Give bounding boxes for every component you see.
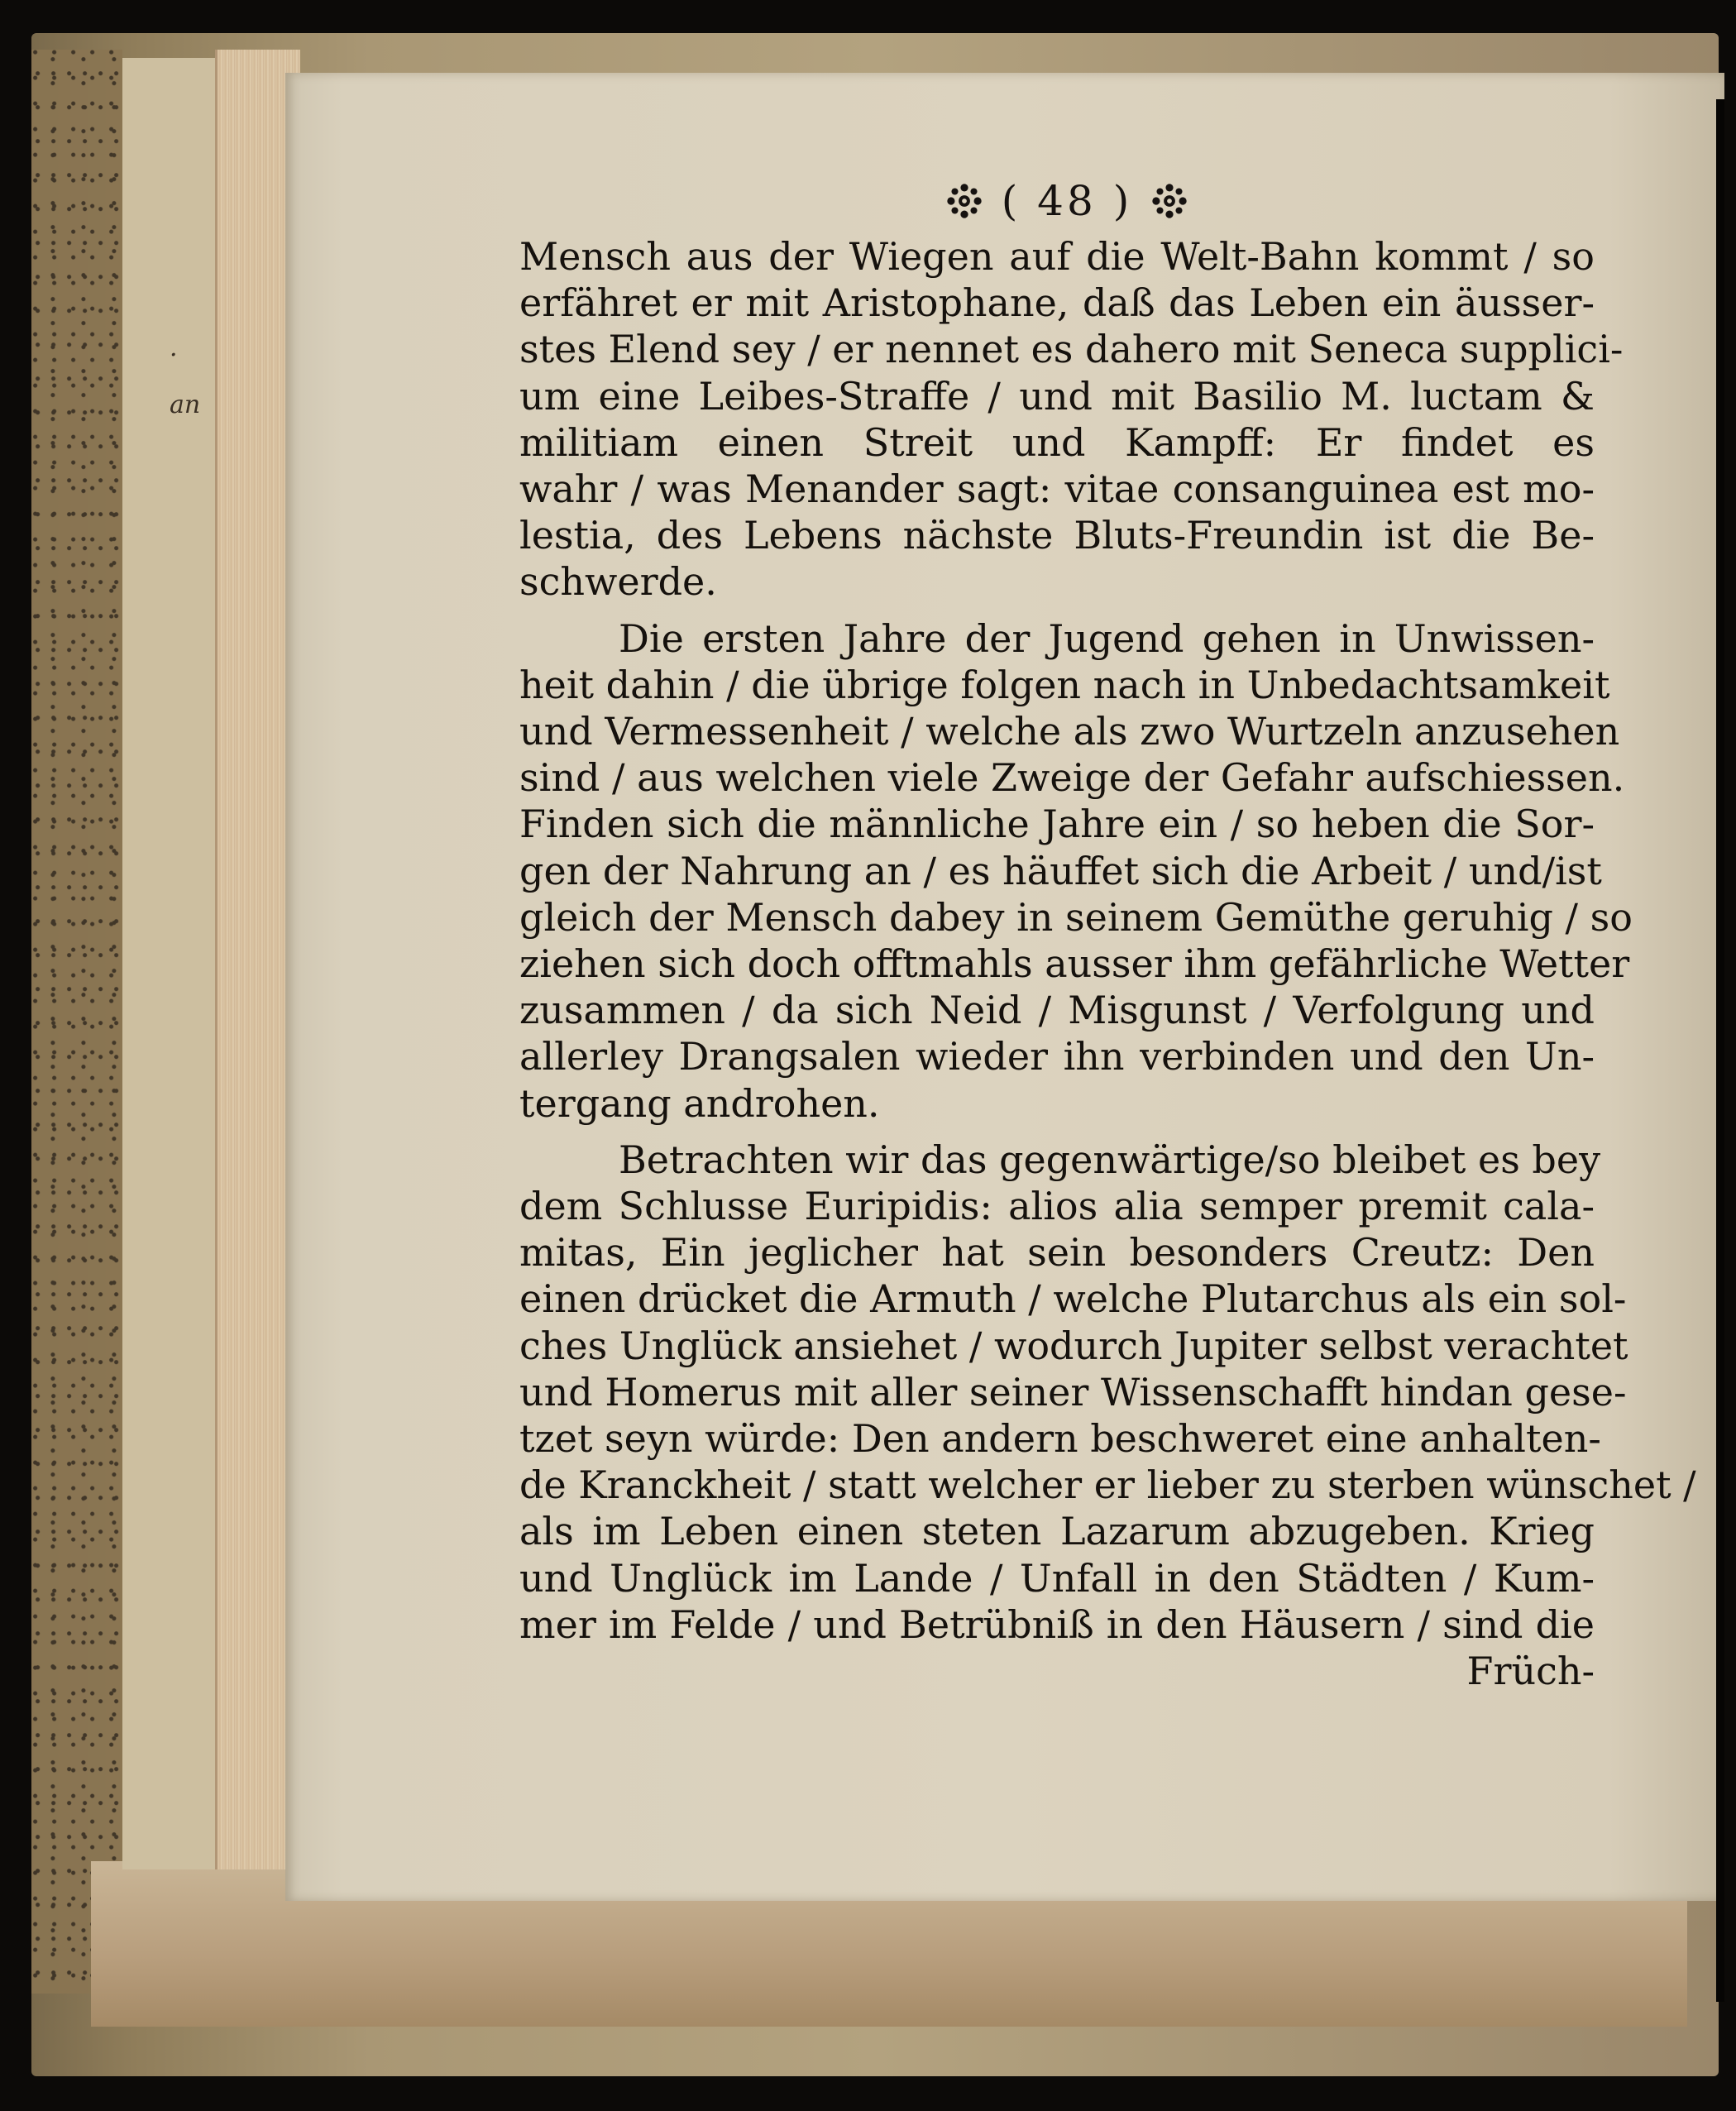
text-line: militiam einen Streit und Kampff: Er findet es: [519, 419, 1595, 465]
text-line: tzet seyn würde: Den andern beschweret eine anhalten-: [519, 1416, 1601, 1462]
margin-note-line: ·: [170, 341, 178, 370]
text-line: als im Leben einen steten Lazarum abzugeben. Krieg: [519, 1509, 1595, 1554]
paragraph-2: [519, 615, 1633, 1127]
text-line: stes Elend sey / er nennet es dahero mit Seneca supplici-: [519, 327, 1624, 372]
text-line: tergang androhen.: [519, 1080, 880, 1126]
text-line: Betrachten wir das gegenwärtige/so bleibet es bey: [619, 1137, 1601, 1182]
page-number: ( 48 ): [1001, 177, 1133, 225]
text-line: schwerde.: [519, 559, 717, 605]
text-line: mitas, Ein jeglicher hat sein besonders Creutz: Den: [519, 1230, 1595, 1276]
margin-note-line: an: [170, 390, 201, 419]
marbled-board-edge: [31, 50, 122, 1994]
text-line: ches Unglück ansiehet / wodurch Jupiter selbst verachtet: [519, 1323, 1628, 1368]
text-line: gleich der Mensch dabey in seinem Gemüthe geruhig / so: [519, 894, 1633, 940]
catchword: Früch-: [1466, 1649, 1595, 1694]
scan-border: [1716, 99, 1724, 2002]
page-header: [901, 172, 1232, 230]
text-line: dem Schlusse Euripidis: alios alia semper premit cala-: [519, 1184, 1595, 1229]
text-line: Mensch aus der Wiegen auf die Welt-Bahn kommt / so: [519, 234, 1595, 279]
text-line: und Homerus mit aller seiner Wissenschafft hindan gese-: [519, 1369, 1627, 1415]
text-line: und Unglück im Lande / Unfall in den Städten / Kum-: [519, 1555, 1595, 1601]
text-line: lestia, des Lebens nächste Bluts-Freundin ist die Be-: [519, 513, 1595, 558]
text-line: einen drücket die Armuth / welche Plutarchus als ein sol-: [519, 1276, 1627, 1322]
page-text: [519, 233, 1696, 1694]
flower-ornament-icon: [945, 182, 983, 220]
text-line: heit dahin / die übrige folgen nach in Unbedachtsamkeit: [519, 662, 1610, 707]
text-line: gen der Nahrung an / es häuffet sich die Arbeit / und/ist: [519, 848, 1602, 893]
text-line: zusammen / da sich Neid / Misgunst / Verfolgung und: [519, 988, 1595, 1033]
text-line: Finden sich die männliche Jahre ein / so heben die Sor-: [519, 802, 1595, 847]
text-line: und Vermessenheit / welche als zwo Wurtzeln anzusehen: [519, 709, 1620, 754]
paragraph-3: [519, 1137, 1696, 1648]
paragraph-1: [519, 233, 1624, 606]
text-line: erfähret er mit Aristophane, daß das Leben ein äusser-: [519, 280, 1595, 326]
text-line: mer im Felde / und Betrübniß in den Häusern / sind die: [519, 1601, 1595, 1647]
text-line: wahr / was Menander sagt: vitae consanguinea est mo-: [519, 467, 1595, 512]
flower-ornament-icon: [1150, 182, 1188, 220]
text-line: um eine Leibes-Straffe / und mit Basilio M. luctam &: [519, 373, 1595, 419]
text-line: ziehen sich doch offtmahls ausser ihm gefährliche Wetter: [519, 941, 1630, 987]
text-line: Die ersten Jahre der Jugend gehen in Unwissen-: [619, 615, 1595, 661]
text-line: de Kranckheit / statt welcher er lieber zu sterben wünschet /: [519, 1462, 1696, 1508]
text-line: allerley Drangsalen wieder ihn verbinden und den Un-: [519, 1034, 1595, 1079]
text-line: sind / aus welchen viele Zweige der Gefahr aufschiessen.: [519, 755, 1625, 801]
